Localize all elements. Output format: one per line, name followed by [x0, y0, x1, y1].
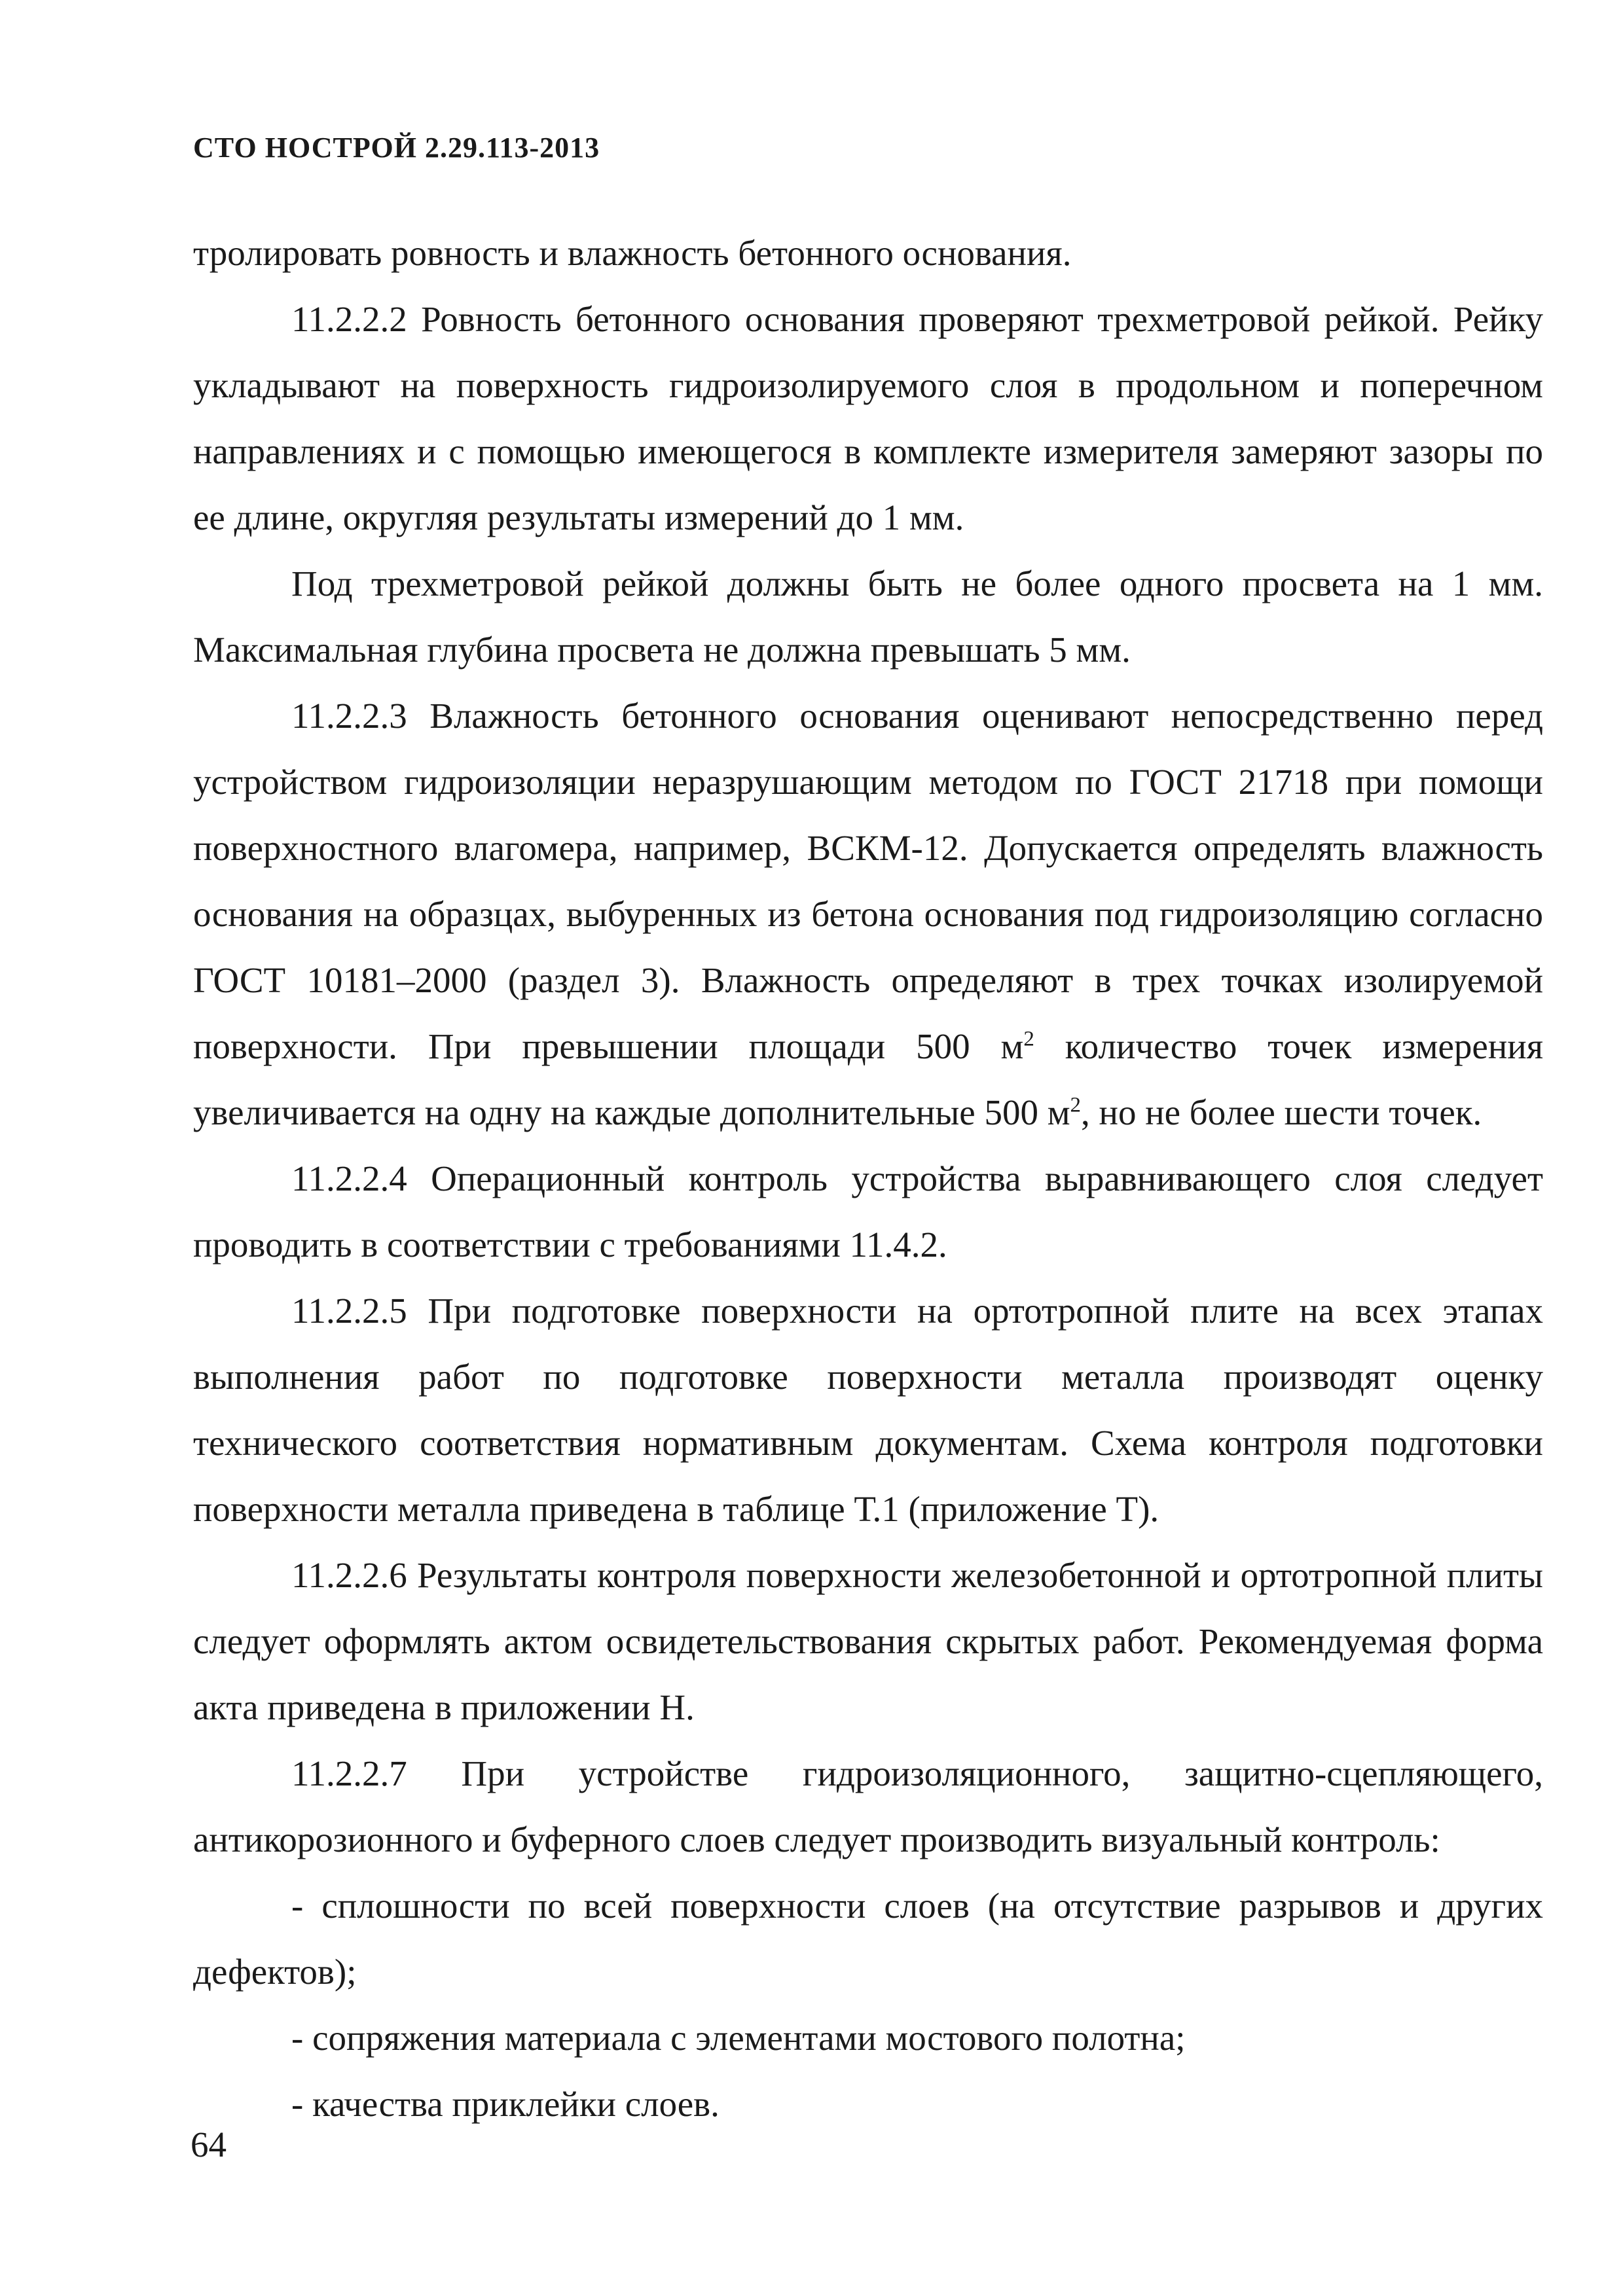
paragraph-11-2-2-5: 11.2.2.5 При подготовке поверхности на ортотропной плите на всех этапах выполнения работ по подготовке поверхности металла производят оценку технического соответствия нормативным документам. Схема контроля подготовки поверхности металла приведена в таблице Т.1 (приложение Т). — [193, 1291, 1543, 1529]
document-header: СТО НОСТРОЙ 2.29.113-2013 — [193, 132, 600, 164]
list-item: - сопряжения материала с элементами мостового полотна; — [291, 2018, 1186, 2058]
paragraph-11-2-2-3 — [193, 683, 1543, 1145]
paragraph-text: количество точек измерения увеличивается на одну на каждые дополнительные 500 м — [193, 1026, 1544, 1132]
paragraph-11-2-2-4: 11.2.2.4 Операционный контроль устройства выравнивающего слоя следует проводить в соответствии с требованиями 11.4.2. — [193, 1158, 1543, 1265]
list-item: - качества приклейки слоев. — [291, 2084, 720, 2124]
superscript: 2 — [1070, 1093, 1082, 1117]
paragraph-11-2-2-2: 11.2.2.2 Ровность бетонного основания проверяют трехметровой рейкой. Рейку укладывают на поверхность гидроизолируемого слоя в продольном и поперечном направлениях и с помощью имеющегося в комплекте измерителя замеряют зазоры по ее длине, округляя результаты измерений до 1 мм. — [193, 299, 1543, 537]
document-body — [193, 220, 1543, 2137]
page-number: 64 — [191, 2125, 227, 2164]
superscript: 2 — [1023, 1027, 1034, 1051]
paragraph-continuation: тролировать ровность и влажность бетонного основания. — [193, 233, 1072, 273]
paragraph-11-2-2-6: 11.2.2.6 Результаты контроля поверхности железобетонной и ортотропной плиты следует оформлять актом освидетельствования скрытых работ. Рекомендуемая форма акта приведена в приложении Н. — [193, 1555, 1543, 1727]
paragraph-text: 11.2.2.3 Влажность бетонного основания оценивают непосредственно перед устройством гидроизоляции неразрушающим методом по ГОСТ 21718 при помощи поверхностного влагомера, например, ВСКМ-12. Допускается определять влажность основания на образцах, выбуренных из бетона основания под гидроизоляцию согласно ГОСТ 10181–2000 (раздел 3). Влажность определяют в трех точках изолируемой поверхности. При превышении площади 500 м — [193, 696, 1543, 1066]
paragraph-gap-requirement: Под трехметровой рейкой должны быть не более одного просвета на 1 мм. Максимальная глубина просвета не должна превышать 5 мм. — [193, 564, 1543, 670]
paragraph-text: , но не более шести точек. — [1081, 1092, 1482, 1132]
list-item: - сплошности по всей поверхности слоев (на отсутствие разрывов и других дефектов); — [193, 1886, 1543, 1992]
paragraph-11-2-2-7: 11.2.2.7 При устройстве гидроизоляционного, защитно-сцепляющего, антикорозионного и буферного слоев следует производить визуальный контроль: — [193, 1753, 1543, 1859]
